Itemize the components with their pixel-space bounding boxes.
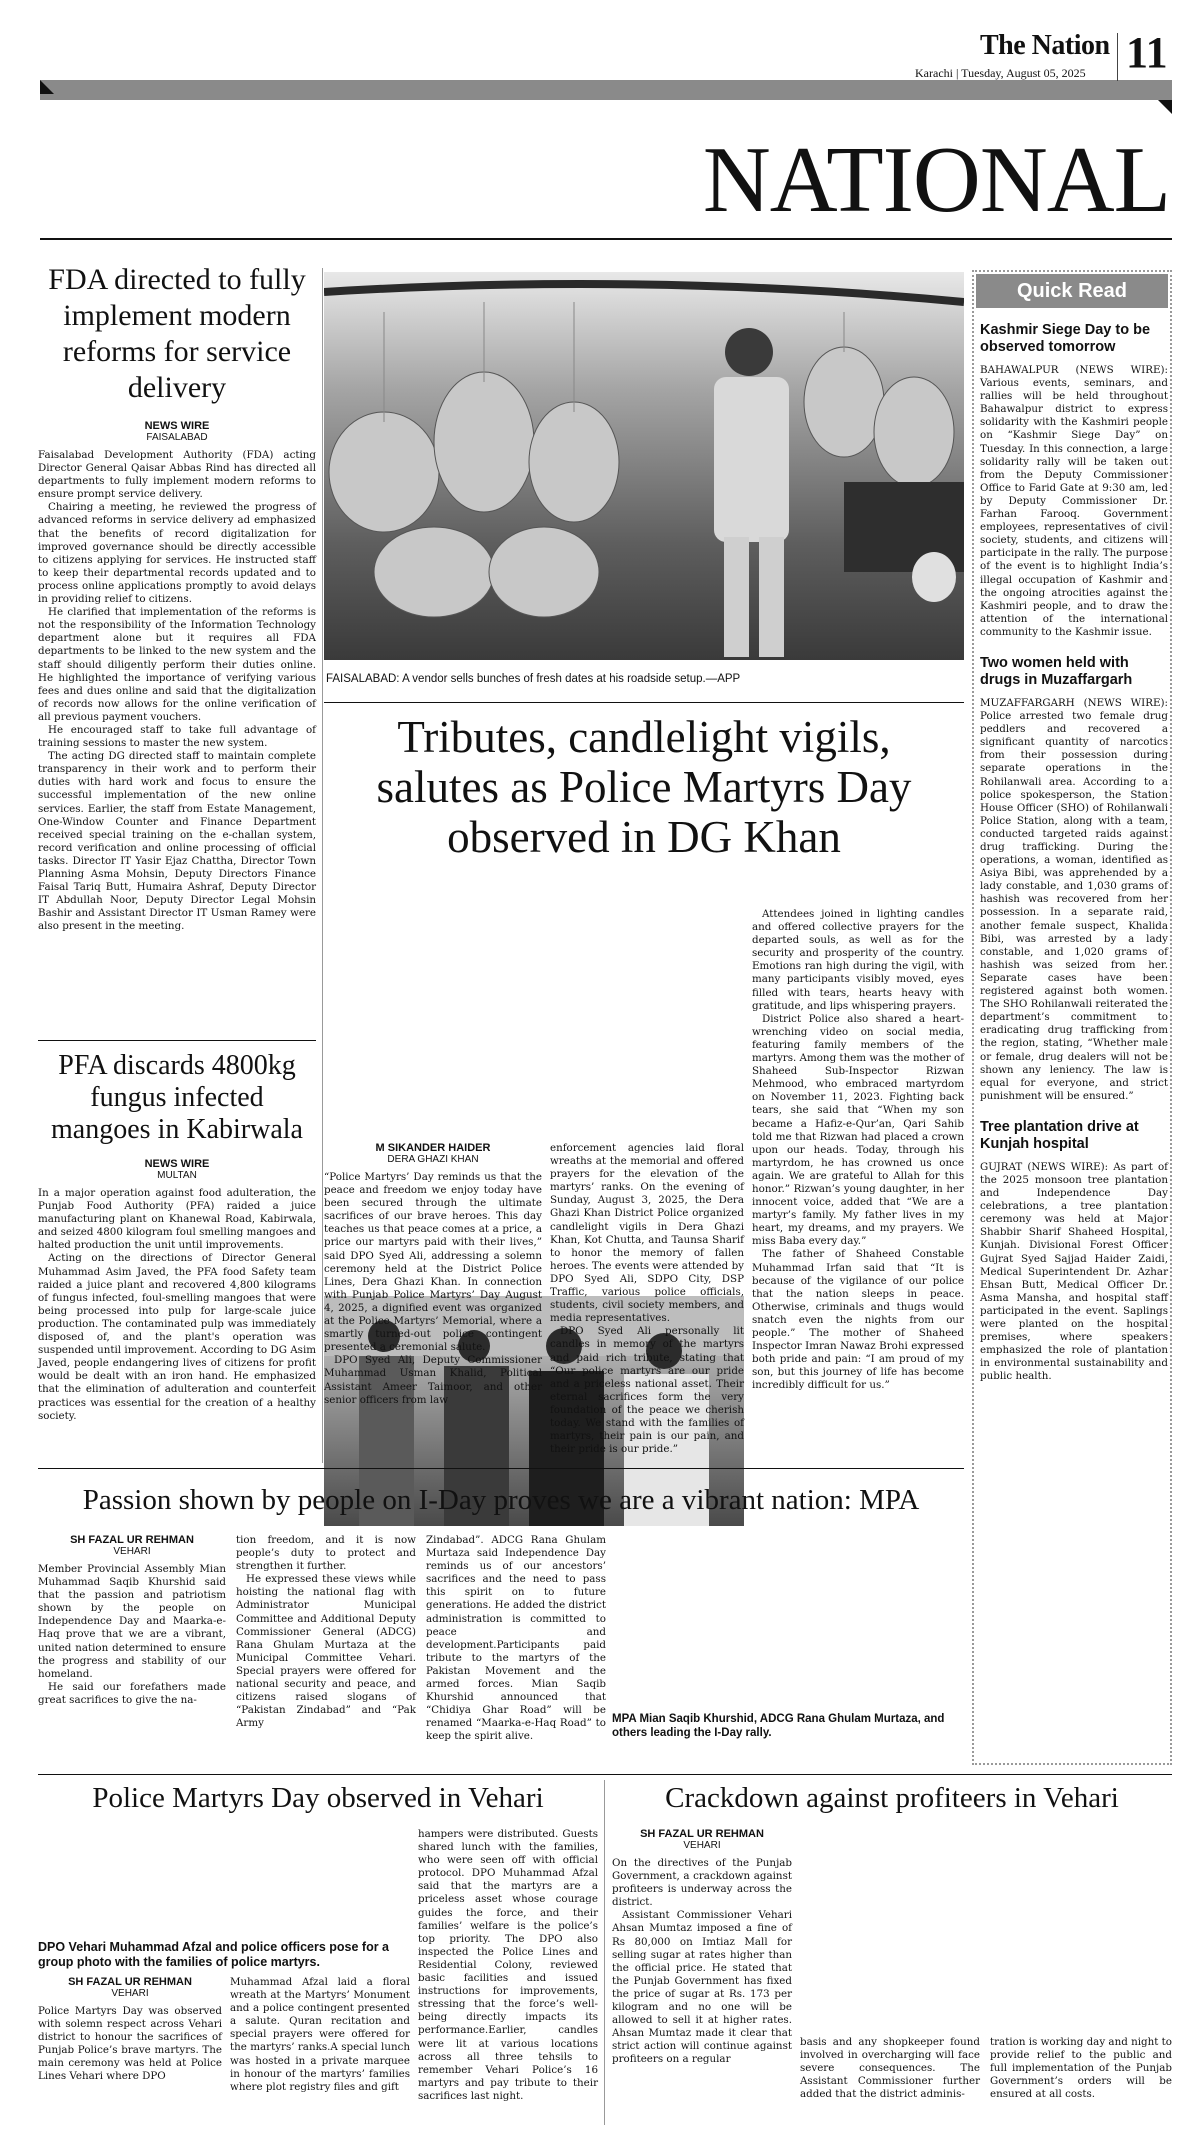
- fda-para: Faisalabad Development Authority (FDA) acting Director General Qaisar Abbas Rind has directed all departments to fully implement modern reforms to ensure prompt service delivery.: [38, 449, 316, 501]
- column-rule: [38, 1468, 964, 1469]
- crackdown-headline: Crackdown against profiteers in Vehari: [665, 1782, 1119, 1814]
- vehari-para: Muhammad Afzal laid a floral wreath at the Martyrs’ Monument and a police contingent presented a salute. Quran recitation and special prayers were offered for the martyrs’ ranks.A special lunch was hosted in a private marquee in honour of the martyrs’ families where plot registry files and gift: [230, 1976, 410, 2093]
- tributes-place: DERA GHAZI KHAN: [387, 1154, 479, 1165]
- crackdown-col-2: [800, 2036, 980, 2101]
- crackdown-para: On the directives of the Punjab Government, a crackdown against profiteers is underway across the district.: [612, 1857, 792, 1909]
- tributes-col-1: [324, 1142, 542, 1407]
- crackdown-col-3: [990, 2036, 1172, 2101]
- quick-read-text: MUZAFFARGARH (NEWS WIRE): Police arrested two female drug peddlers and recovered a significant quantity of narcotics from their possession during separate operations in the Rohilanwali area. According to a police spokesperson, the Station House Officer (SHO) of Rohilanwali Police Station, along with a team, conducted targeted raids against drug trafficking. During the operations, a woman, identified as Asiya Bibi, was apprehended by a lady constable, and 1,030 grams of hashish was recovered from her possession. In a separate raid, another female suspect, Khalida Bibi, was arrested by a lady constable, and 1,020 grams of hashish was seized from her. Separate cases have been registered against both women. The SHO Rohilanwali reiterated the department’s commitment to eradicating drug trafficking from the region, stating, “Whether male or female, drug dealers will not be shown any leniency. The law is equal for everyone, and strict punishment will be ensured.”: [980, 696, 1168, 1102]
- dates-photo-caption: FAISALABAD: A vendor sells bunches of fresh dates at his roadside setup.—APP: [326, 673, 741, 685]
- vehari-para: hampers were distributed. Guests shared lunch with the families, who were seen off with official protocol. DPO Muhammad Afzal said that the martyrs are a priceless asset whose courage guides the force, and their families’ welfare is the police’s top priority. The DPO also inspected the Police Lines and Residential Colony, reviewed basic facilities and issued instructions for improvements, stressing that the force’s well-being directly impacts its performance.Earlier, candles were lit at various locations across all three tehsils to remember Vehari Police’s 16 martyrs and pay tribute to their sacrifices last night.: [418, 1828, 598, 2102]
- tributes-para: The father of Shaheed Constable Muhammad Irfan said that “It is because of the vigilance of our police that the nation sleeps in peace. Otherwise, criminals and thugs would snatch even the nights from our people.” The mother of Shaheed Inspector Imran Nawaz Brohi expressed both pride and pain: “I am proud of my son, but this journey of life has become incredibly difficult for us.”: [752, 1248, 964, 1392]
- fda-para: He clarified that implementation of the reforms is not the responsibility of the Information Technology department alone but it requires all FDA departments to be linked to the new system and the staff should diligently perform their duties online. He highlighted the importance of verifying various fees and dues online and said that the digitalization of records now allows for the online verification of all previous payment vouchers.: [38, 606, 316, 723]
- quick-read-text: BAHAWALPUR (NEWS WIRE): Various events, seminars, and rallies will be held throughout Bahawalpur district to express solidarity with the Kashmiri people on “Kashmir Siege Day” on Tuesday. In this connection, a large solidarity rally will be taken out from the Deputy Commissioner Office to Farid Gate at 9:30 am, led by Deputy Commissioner Dr. Farhan Farooq. Government employees, representatives of civil society, students, and citizens will participate in the rally. The purpose of the event is to highlight India’s illegal occupation of Kashmir and the ongoing atrocities against the Kashmiri people, and to draw the attention of the international community to the Kashmir issue.: [980, 364, 1168, 638]
- vehari-headline: Police Martyrs Day observed in Vehari: [92, 1782, 544, 1814]
- quick-read-headline: Tree plantation drive at Kunjah hospital: [980, 1118, 1139, 1152]
- quick-read-text: GUJRAT (NEWS WIRE): As part of the 2025 monsoon tree plantation and Independence Day celebrations, a tree plantation ceremony was held at Major Shabbir Sharif Shaheed Hospital, Kunjah. Divisional Forest Officer Gujrat Syed Sajjad Haider Zaidi, Medical Superintendent Dr. Azhar Ehsan Butt, Medical Officer Dr. Asma Mansha, and hospital staff participated in the event. Saplings were planted on the hospital premises, where speakers emphasized the role of plantation in environmental sustainability and public health.: [980, 1160, 1168, 1383]
- fda-para: Chairing a meeting, he reviewed the progress of advanced reforms in service delivery ad emphasized that the benefits of record digitalization for improved governance should be directly accessible to citizens applying for services. He instructed staff to keep their departmental records updated and to process online applications promptly to avoid delays in providing relief to citizens.: [38, 501, 316, 606]
- mpa-para: Zindabad”. ADCG Rana Ghulam Murtaza said Independence Day reminds us of our ancestors’ sacrifices and the need to pass this spirit on to future generations. He added the district administration is committed to peace and development.Participants paid tribute to the martyrs of the Pakistan Movement and the armed forces. Mian Saqib Khurshid announced that “Chidiya Ghar Road” will be renamed “Maarka-e-Haq Road” to keep the spirit alive.: [426, 1534, 606, 1743]
- crackdown-para: basis and any shopkeeper found involved in overcharging will face severe consequences. The Assistant Commissioner further added that the district adminis-: [800, 2036, 980, 2101]
- pfa-headline: PFA discards 4800kg fungus infected mangoes in Kabirwala: [51, 1050, 303, 1145]
- pfa-para: Acting on the directions of Director General Muhammad Asim Javed, the PFA food Safety team raided a juice plant and recovered 4,800 kilograms of fungus infected, foul-smelling mangoes that were being processed into pulp for large-scale juice production. The contaminated pulp was immediately disposed of, and the plant's operation was suspended until improvement. According to DG Asim Javed, people endangering lives of citizens for profit would be dealt with an iron hand. He emphasized that the elimination of adulteration and counterfeit practices was essential for the creation of a healthy society.: [38, 1252, 316, 1422]
- pfa-place: MULTAN: [157, 1170, 197, 1181]
- masthead-corner-right: [1158, 100, 1172, 114]
- masthead-divider: [1117, 33, 1118, 81]
- fda-byline: NEWS WIRE: [144, 420, 210, 432]
- vehari-col-2: [230, 1976, 410, 2094]
- fda-para: The acting DG directed staff to maintain complete transparency in their work and to perform their duties with hard work and focus to ensure the successful implementation of the new online services. Earlier, the staff from Estate Management, One-Window Counter and Finance Department received special training on the e-challan system, record verification and online processing of official tasks. Director IT Yasir Ejaz Chattha, Director Town Planning Asma Mohsin, Deputy Directors Finance Faisal Tariq Butt, Humaira Ashraf, Deputy Director IT Abdullah Noor, Deputy Director Legal Mohsin Bashir and Assistant Director IT Usman Ramey were also present in the meeting.: [38, 750, 316, 933]
- section-title: NATIONAL: [702, 128, 1170, 232]
- tributes-para: enforcement agencies laid floral wreaths at the memorial and offered prayers for the elevation of the martyrs’ ranks. On the evening of Sunday, August 3, 2025, the Dera Ghazi Khan District Police organized candlelight vigils in Dera Ghazi Khan, Kot Chutta, and Taunsa Sharif to honor the memory of fallen heroes. The events were attended by DPO Syed Ali, SDPO City, DSP Traffic, various police officials, students, civil society members, and media representatives.: [550, 1142, 744, 1325]
- iday-rally-caption: MPA Mian Saqib Khurshid, ADCG Rana Ghulam Murtaza, and others leading the I-Day rally.: [612, 1713, 945, 1739]
- crackdown-para: Assistant Commissioner Vehari Ahsan Mumtaz imposed a fine of Rs 80,000 on Imtiaz Mall for selling sugar at rates higher than the official price. He stated that the Punjab Government has fixed the price of sugar at Rs. 173 per kilogram and no one will be allowed to sell it at higher rates. Ahsan Mumtaz made it clear that strict action will continue against profiteers on a regular: [612, 1909, 792, 2066]
- tributes-headline: Tributes, candlelight vigils, salutes as Police Martyrs Day observed in DG Khan: [376, 712, 912, 862]
- column-rule: [38, 1774, 1172, 1775]
- mpa-col-2: [236, 1534, 416, 1730]
- fda-article: [38, 262, 316, 933]
- tributes-col-2: [542, 1142, 744, 1456]
- tributes-para: Attendees joined in lighting candles and offered collective prayers for the departed souls, as well as for the security and prosperity of the country. Emotions ran high during the vigil, with many participants visibly moved, eyes filled with tears, hearts heavy with gratitude, and lips whispering prayers.: [752, 908, 964, 1012]
- crackdown-para: tration is working day and night to provide relief to the public and full implementation of the Punjab Government’s orders will be ensured at all costs.: [990, 2036, 1172, 2101]
- tributes-para: “Police Martyrs’ Day reminds us that the peace and freedom we enjoy today have been secured through the ultimate sacrifices of our brave heroes. This day teaches us that peace comes at a price, a price our martyrs paid with their lives,” said DPO Syed Ali, addressing a solemn ceremony held at the District Police Lines, Dera Ghazi Khan. In connection with Punjab Police Martyrs’ Day August 4, 2025, a dignified event was organized at the Police Martyrs’ Memorial, where a smartly turned-out police contingent presented a ceremonial salute.: [324, 1171, 542, 1354]
- column-divider: [604, 1780, 605, 2125]
- tributes-para: DPO Syed Ali personally lit candles in memory of the martyrs and paid rich tribute, stating that “Our police martyrs are our pride and a priceless national asset. Their eternal sacrifices form the very foundation of the peace we cherish today. We stand with the families of martyrs, their pain is our pain, and their pride is our pride.”: [550, 1325, 744, 1456]
- mpa-col-3: [426, 1534, 606, 1744]
- dates-photo-illustration: [324, 272, 964, 660]
- quick-read-items: [980, 312, 1168, 1383]
- mpa-para: tion freedom, and it is now people’s duty to protect and strengthen it further.: [236, 1534, 416, 1573]
- pfa-article: [38, 1050, 316, 1423]
- fda-place: FAISALABAD: [146, 432, 208, 443]
- crackdown-place: VEHARI: [683, 1840, 721, 1851]
- section-rule: [40, 238, 1172, 240]
- quick-read-headline: Kashmir Siege Day to be observed tomorrow: [980, 322, 1151, 355]
- mpa-byline: SH FAZAL UR REHMAN: [70, 1534, 194, 1546]
- vehari-para: Police Martyrs Day was observed with solemn respect across Vehari district to honour the sacrifices of Punjab Police’s brave martyrs. The main ceremony was held at Police Lines Vehari where DPO: [38, 2005, 222, 2083]
- fda-para: He encouraged staff to take full advantage of training sessions to master the new system.: [38, 723, 316, 750]
- crackdown-byline: SH FAZAL UR REHMAN: [640, 1828, 764, 1840]
- column-divider: [322, 268, 323, 1463]
- quick-read-title: Quick Read: [976, 274, 1168, 308]
- mpa-para: He expressed these views while hoisting the national flag with Administrator Municipal Committee and Additional Deputy Commissioner General (ADCG) Rana Ghulam Murtaza at the Municipal Committee Vehari. Special prayers were offered for national security and peace, and citizens raised slogans of “Pakistan Zindabad” and “Pak Army: [236, 1573, 416, 1730]
- vehari-byline: SH FAZAL UR REHMAN: [68, 1976, 192, 1988]
- tributes-col-3: [752, 908, 964, 1392]
- vehari-col-3: [418, 1828, 598, 2103]
- dates-vendor-photo: [324, 272, 964, 660]
- vehari-photo-caption: DPO Vehari Muhammad Afzal and police officers pose for a group photo with the families of police martyrs.: [38, 1940, 390, 1969]
- mpa-col-1: [38, 1534, 226, 1707]
- mpa-para: Member Provincial Assembly Mian Muhammad Saqib Khurshid said that the passion and patriotism shown by the people on Independence Day and Maarka-e-Haq prove that we are a vibrant, united nation determined to ensure the progress and stability of our homeland.: [38, 1563, 226, 1680]
- vehari-place: VEHARI: [111, 1988, 149, 1999]
- masthead-dateline: Karachi | Tuesday, August 05, 2025: [915, 66, 1086, 80]
- tributes-para: DPO Syed Ali, Deputy Commissioner Muhammad Usman Khalid, Political Assistant Ameer Taimoor, and other senior officers from law: [324, 1354, 542, 1406]
- crackdown-col-1: [612, 1828, 792, 2067]
- quick-read-headline: Two women held with drugs in Muzaffargarh: [980, 654, 1133, 688]
- fda-headline: FDA directed to fully implement modern reforms for service delivery: [48, 263, 306, 404]
- mpa-para: He said our forefathers made great sacrifices to give the na-: [38, 1680, 226, 1706]
- tributes-byline: M SIKANDER HAIDER: [375, 1142, 491, 1154]
- tributes-para: District Police also shared a heart-wrenching video on social media, featuring family members of the martyrs. Among them was the mother of Shaheed Sub-Inspector Rizwan Mehmood, who embraced martyrdom on November 11, 2023. Fighting back tears, she said that “When my son became a Hafiz-e-Qur’an, Qari Sahib told me that Rizwan had placed a crown upon our heads. Today, through his martyrdom, he has crowned us once again. We are grateful to Allah for this honor.” Rizwan’s young daughter, in her innocent voice, added that “We are a martyr’s family. My father lives in my heart, my dreams, and my prayers. We miss Baba every day.”: [752, 1012, 965, 1248]
- pfa-byline: NEWS WIRE: [144, 1158, 210, 1170]
- mpa-headline: Passion shown by people on I-Day proves we are a vibrant nation: MPA: [82, 1484, 920, 1516]
- page-number: 11: [1126, 28, 1168, 77]
- pfa-para: In a major operation against food adulteration, the Punjab Food Authority (PFA) raided a juice manufacturing plant on Khanewal Road, Kabirwala, and seized 4800 kilogram foul smelling mangoes and halted production the unit until improvements.: [38, 1187, 316, 1252]
- masthead-corner-left: [40, 80, 54, 94]
- mpa-place: VEHARI: [113, 1546, 151, 1557]
- column-rule: [324, 702, 964, 703]
- masthead-bar: [40, 80, 1172, 100]
- masthead-name: The Nation: [980, 30, 1110, 61]
- vehari-col-1: [38, 1976, 222, 2084]
- column-rule: [38, 1040, 316, 1041]
